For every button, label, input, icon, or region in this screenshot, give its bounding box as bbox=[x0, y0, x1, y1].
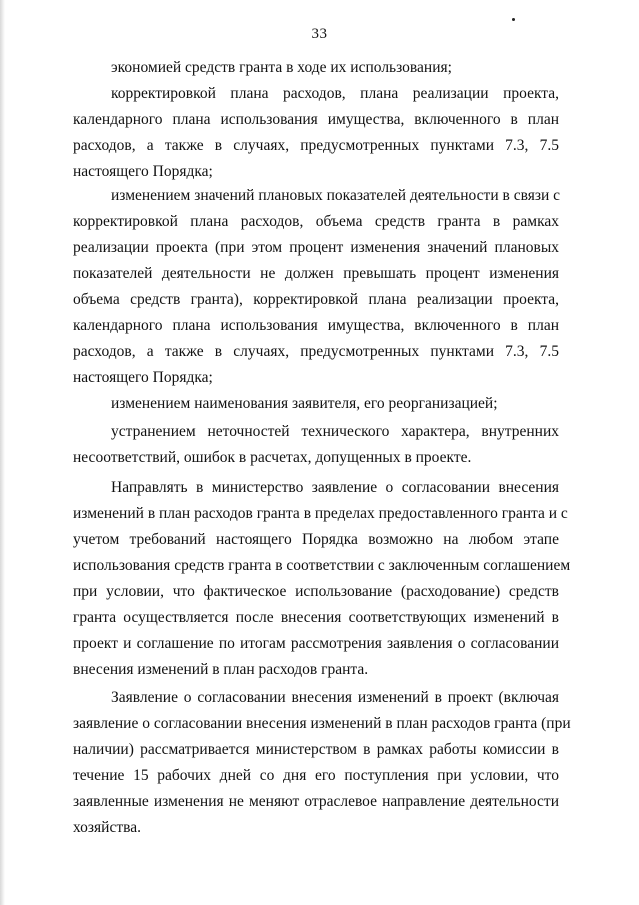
scan-speck bbox=[512, 18, 515, 21]
page-number: 33 bbox=[311, 26, 328, 42]
text-line: заявленные изменения не меняют отраслевое направление деятельности bbox=[73, 793, 559, 810]
text-line: наличии) рассматривается министерством в рамках работы комиссии в bbox=[73, 741, 559, 758]
text-line: хозяйства. bbox=[73, 819, 141, 836]
text-line: проект и соглашение по итогам рассмотрения заявления о согласовании bbox=[73, 635, 559, 652]
text-line: внесения изменений в план расходов гранта. bbox=[73, 661, 369, 678]
text-line: использования средств гранта в соответствии с заключенным соглашением bbox=[73, 557, 571, 574]
text-line: расходов, а также в случаях, предусмотренных пунктами 7.3, 7.5 bbox=[73, 137, 559, 154]
text-line: реализации проекта (при этом процент изменения значений плановых bbox=[73, 239, 559, 256]
text-line: заявление о согласовании внесения изменений в план расходов гранта (при bbox=[73, 715, 571, 732]
text-line: настоящего Порядка; bbox=[73, 163, 213, 180]
text-line: устранением неточностей технического характера, внутренних bbox=[111, 423, 559, 440]
text-line: показателей деятельности не должен превышать процент изменения bbox=[73, 265, 559, 282]
text-line: течение 15 рабочих дней со дня его поступления при условии, что bbox=[73, 767, 559, 784]
text-line: Заявление о согласовании внесения изменений в проект (включая bbox=[111, 689, 559, 706]
scan-edge bbox=[0, 0, 5, 905]
text-line: несоответствий, ошибок в расчетах, допущенных в проекте. bbox=[73, 449, 472, 466]
text-line: корректировкой плана расходов, объема средств гранта в рамках bbox=[73, 213, 559, 230]
text-line: объема средств гранта), корректировкой плана реализации проекта, bbox=[73, 291, 559, 308]
text-line: расходов, а также в случаях, предусмотренных пунктами 7.3, 7.5 bbox=[73, 343, 559, 360]
text-line: календарного плана использования имущества, включенного в план bbox=[73, 111, 559, 128]
text-line: гранта осуществляется после внесения соответствующих изменений в bbox=[73, 609, 559, 626]
text-line: Направлять в министерство заявление о согласовании внесения bbox=[111, 479, 559, 496]
text-line: календарного плана использования имущества, включенного в план bbox=[73, 317, 559, 334]
text-line: учетом требований настоящего Порядка возможно на любом этапе bbox=[73, 531, 559, 548]
text-line: изменением значений плановых показателей деятельности в связи с bbox=[111, 187, 560, 204]
text-line: при условии, что фактическое использование (расходование) средств bbox=[73, 583, 559, 600]
text-line: изменением наименования заявителя, его реорганизацией; bbox=[111, 395, 498, 412]
text-line: экономией средств гранта в ходе их использования; bbox=[111, 59, 452, 76]
text-line: настоящего Порядка; bbox=[73, 369, 213, 386]
text-line: корректировкой плана расходов, плана реализации проекта, bbox=[111, 85, 559, 102]
text-line: изменений в план расходов гранта в пределах предоставленного гранта и с bbox=[73, 505, 568, 522]
